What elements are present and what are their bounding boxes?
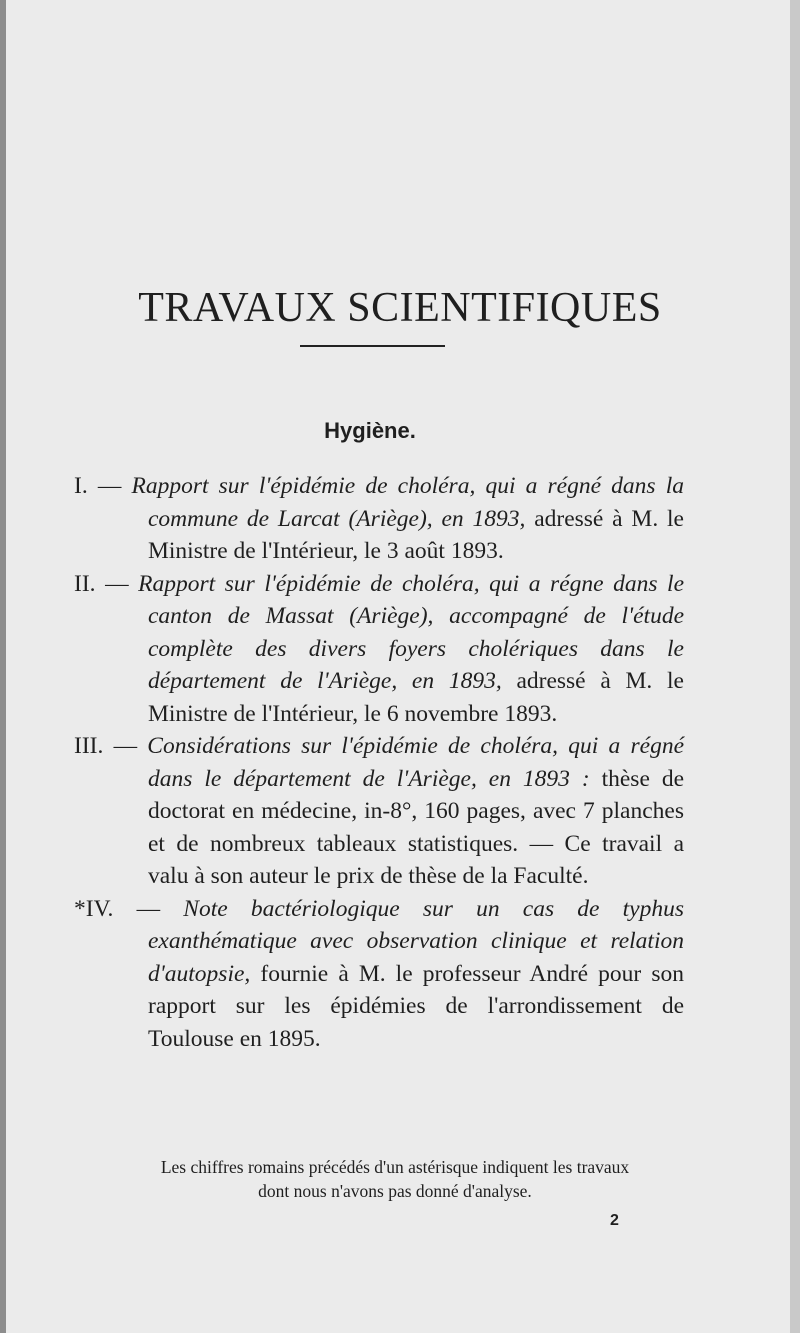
entry-number: *IV. [74,895,114,922]
list-item [74,568,684,731]
entry-details: fournie à M. le professeur André pour son rapport sur les épidémies de l'arrondissement de Toulouse en 1895. [148,960,684,1052]
list-item [74,893,684,1056]
entry-title: Rapport sur l'épidémie de choléra, qui a régné dans la commune de Larcat (Ariège), en 1893, [131,473,684,532]
entry-title: Note bactériologique sur un cas de typhus exanthématique avec observation clinique et relation d'autopsie, [148,895,684,987]
title-divider [300,345,445,347]
entry-dash: — [136,895,161,922]
entry-details: adressé à M. le Ministre de l'Intérieur, le 6 novembre 1893. [148,668,684,727]
section-heading: Hygiène. [324,418,416,443]
entry-dash: — [97,473,122,499]
list-item [74,470,684,568]
entry-list [74,470,684,1055]
page-number: 2 [610,1212,619,1229]
entry-title: Rapport sur l'épidémie de choléra, qui a régne dans le canton de Massat (Ariège), accompagné de l'étude complète des divers foyers cholériques dans le département de l'Ariège, en 1893, [138,570,685,694]
entry-dash: — [113,733,138,759]
footnote-line: Les chiffres romains précédés d'un astérisque indiquent les travaux [160,1157,630,1177]
footnote [60,1155,730,1203]
entry-title: Considérations sur l'épidémie de choléra, qui a régné dans le département de l'Ariège, en 1893 : [147,733,684,792]
entry-number: I. [74,473,88,499]
footnote-line: dont nous n'avons pas donné d'analyse. [258,1181,532,1201]
entry-details: adressé à M. le Ministre de l'Intérieur, le 3 août 1893. [148,505,684,564]
page-edge-right [790,0,800,1333]
page-edge-left [0,0,6,1333]
list-item [74,730,684,893]
entry-number: II. [74,570,96,597]
page-title: TRAVAUX SCIENTIFIQUES [138,285,662,332]
entry-dash: — [105,570,129,597]
entry-number: III. [74,733,104,759]
entry-details: thèse de doctorat en médecine, in-8°, 160 pages, avec 7 planches et de nombreux tableaux statistiques. — Ce travail a valu à son auteur le prix de thèse de la Faculté. [148,765,685,889]
